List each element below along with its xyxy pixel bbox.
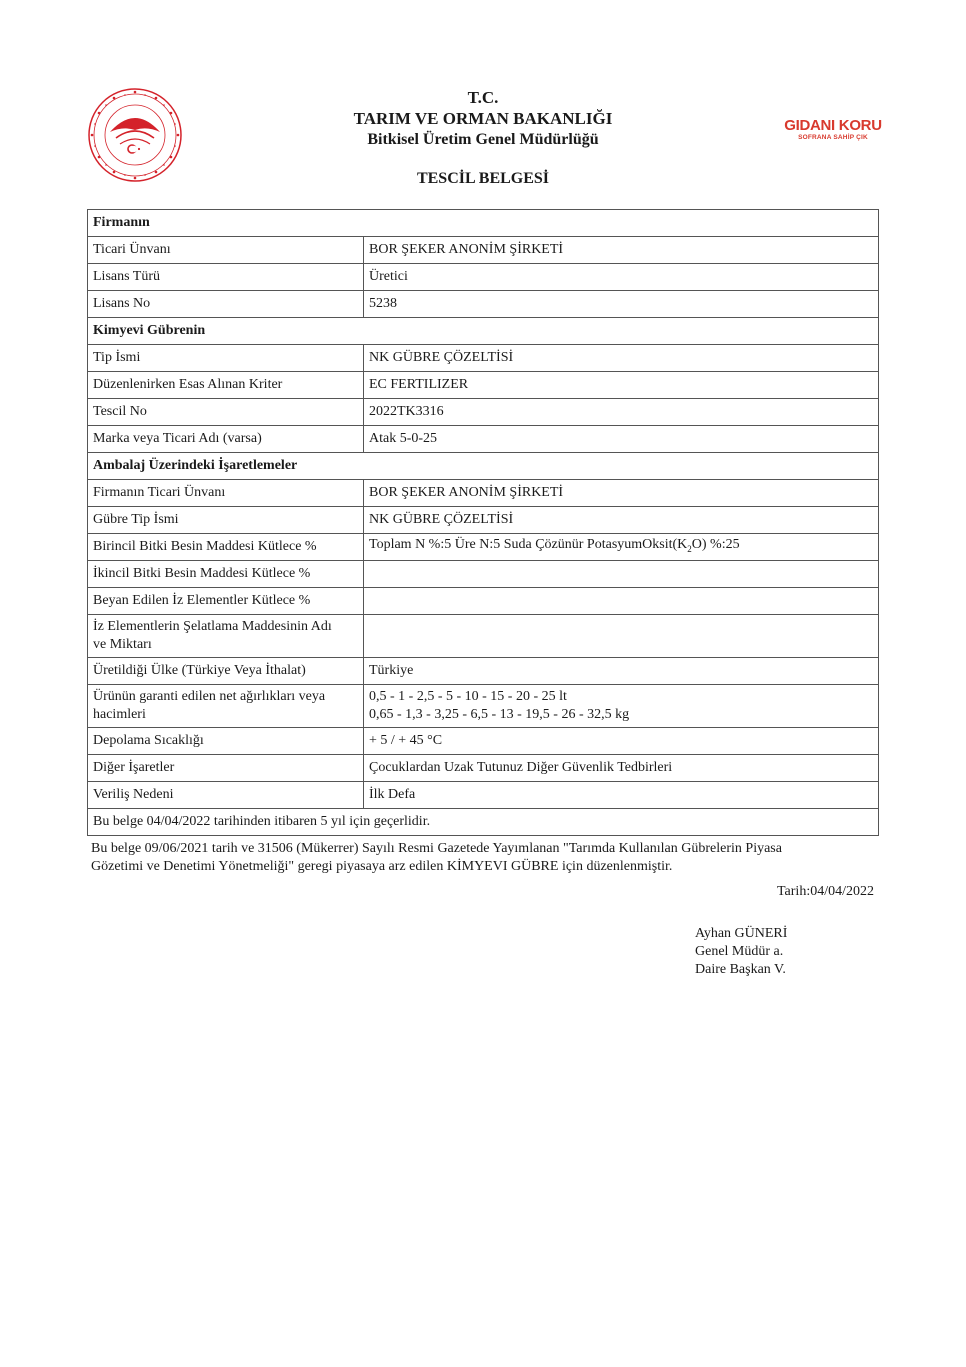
row-value: 5238: [364, 291, 879, 318]
row-value: [364, 588, 879, 615]
row-label: Ticari Ünvanı: [88, 237, 364, 264]
row-label: Beyan Edilen İz Elementler Kütlece %: [88, 588, 364, 615]
row-label: Lisans No: [88, 291, 364, 318]
section-row-packaging: [88, 453, 879, 480]
table-row: [88, 685, 879, 728]
row-value: Üretici: [364, 264, 879, 291]
signature-block: [695, 925, 787, 979]
row-label: Tescil No: [88, 399, 364, 426]
section-title: Kimyevi Gübrenin: [88, 318, 879, 345]
row-label: Firmanın Ticari Ünvanı: [88, 480, 364, 507]
table-row: [88, 372, 879, 399]
brand-name: GIDANI KORU: [784, 117, 882, 134]
row-label: Diğer İşaretler: [88, 755, 364, 782]
table-row: [88, 291, 879, 318]
row-value: Atak 5-0-25: [364, 426, 879, 453]
table-row: [88, 561, 879, 588]
document-title: TESCİL BELGESİ: [416, 170, 550, 187]
table-row: [88, 588, 879, 615]
registration-table: [87, 209, 879, 836]
header-directorate: Bitkisel Üretim Genel Müdürlüğü: [367, 131, 599, 148]
legal-note-line: Bu belge 09/06/2021 tarih ve 31506 (Mükerrer) Sayılı Resmi Gazetede Yayımlanan "Tarımda Kullanılan Gübrelerin Piyasa: [91, 841, 782, 856]
row-label-line: İz Elementlerin Şelatlama Maddesinin Adı: [93, 619, 332, 634]
legal-note-line: Gözetimi ve Denetimi Yönetmeliği" geregi piyasaya arz edilen KİMYEVI GÜBRE için düzenlenmiştir.: [91, 859, 673, 874]
row-value: NK GÜBRE ÇÖZELTİSİ: [364, 345, 879, 372]
section-title: Ambalaj Üzerindeki İşaretlemeler: [88, 453, 879, 480]
row-label: [88, 685, 364, 728]
row-label: Birincil Bitki Besin Maddesi Kütlece %: [88, 534, 364, 561]
nutrient-text-end: O) %:25: [691, 537, 740, 553]
table-row: [88, 534, 879, 561]
row-value: [364, 615, 879, 658]
table-row: [88, 615, 879, 658]
row-label: Depolama Sıcaklığı: [88, 728, 364, 755]
row-value: 2022TK3316: [364, 399, 879, 426]
brand-tagline: SOFRANA SAHİP ÇIK: [798, 134, 868, 141]
validity-row: [88, 809, 879, 836]
row-label: Düzenlenirken Esas Alınan Kriter: [88, 372, 364, 399]
table-row: [88, 426, 879, 453]
row-label: Marka veya Ticari Adı (varsa): [88, 426, 364, 453]
row-value: [364, 534, 879, 561]
header-country: T.C.: [467, 88, 499, 107]
row-label: [88, 615, 364, 658]
row-label-line: ve Miktarı: [93, 637, 152, 652]
row-value-line: 0,65 - 1,3 - 3,25 - 6,5 - 13 - 19,5 - 26 - 32,5 kg: [369, 707, 630, 722]
row-value: + 5 / + 45 °C: [364, 728, 879, 755]
signer-title: Daire Başkan V.: [695, 962, 786, 977]
nutrient-text: Toplam N %:5 Üre N:5 Suda Çözünür PotasyumOksit(K: [369, 537, 688, 553]
row-label-line: Ürünün garanti edilen net ağırlıkları veya: [93, 689, 326, 704]
row-label: Üretildiği Ülke (Türkiye Veya İthalat): [88, 658, 364, 685]
table-row: [88, 480, 879, 507]
row-label: İkincil Bitki Besin Maddesi Kütlece %: [88, 561, 364, 588]
table-row: [88, 237, 879, 264]
table-row: [88, 264, 879, 291]
section-title: Firmanın: [88, 210, 879, 237]
validity-text: Bu belge 04/04/2022 tarihinden itibaren 5 yıl için geçerlidir.: [88, 809, 879, 836]
document-header: [283, 87, 683, 150]
table-row: [88, 782, 879, 809]
row-value: Çocuklardan Uzak Tutunuz Diğer Güvenlik Tedbirleri: [364, 755, 879, 782]
row-label: Tip İsmi: [88, 345, 364, 372]
section-row-fertilizer: [88, 318, 879, 345]
table-row: [88, 507, 879, 534]
row-value: Türkiye: [364, 658, 879, 685]
row-label: Lisans Türü: [88, 264, 364, 291]
ministry-seal-icon: [86, 86, 184, 184]
row-value: NK GÜBRE ÇÖZELTİSİ: [364, 507, 879, 534]
table-row: [88, 345, 879, 372]
signer-title: Genel Müdür a.: [695, 944, 784, 959]
header-ministry: TARIM VE ORMAN BAKANLIĞI: [353, 109, 613, 128]
row-label: Veriliş Nedeni: [88, 782, 364, 809]
row-value: [364, 561, 879, 588]
row-value: [364, 685, 879, 728]
row-value: İlk Defa: [364, 782, 879, 809]
nutrient-subscript: 2: [687, 543, 692, 554]
row-value-line: 0,5 - 1 - 2,5 - 5 - 10 - 15 - 20 - 25 lt: [369, 689, 567, 704]
table-row: [88, 728, 879, 755]
section-row-firm: [88, 210, 879, 237]
row-value: EC FERTILIZER: [364, 372, 879, 399]
table-row: [88, 755, 879, 782]
row-value: BOR ŞEKER ANONİM ŞİRKETİ: [364, 480, 879, 507]
table-row: [88, 658, 879, 685]
row-label-line: hacimleri: [93, 707, 146, 722]
row-label: Gübre Tip İsmi: [88, 507, 364, 534]
issue-date: Tarih:04/04/2022: [776, 884, 874, 899]
row-value: BOR ŞEKER ANONİM ŞİRKETİ: [364, 237, 879, 264]
table-row: [88, 399, 879, 426]
legal-note: [91, 840, 876, 876]
gidani-koru-logo: [783, 117, 883, 142]
signer-name: Ayhan GÜNERİ: [695, 926, 788, 941]
